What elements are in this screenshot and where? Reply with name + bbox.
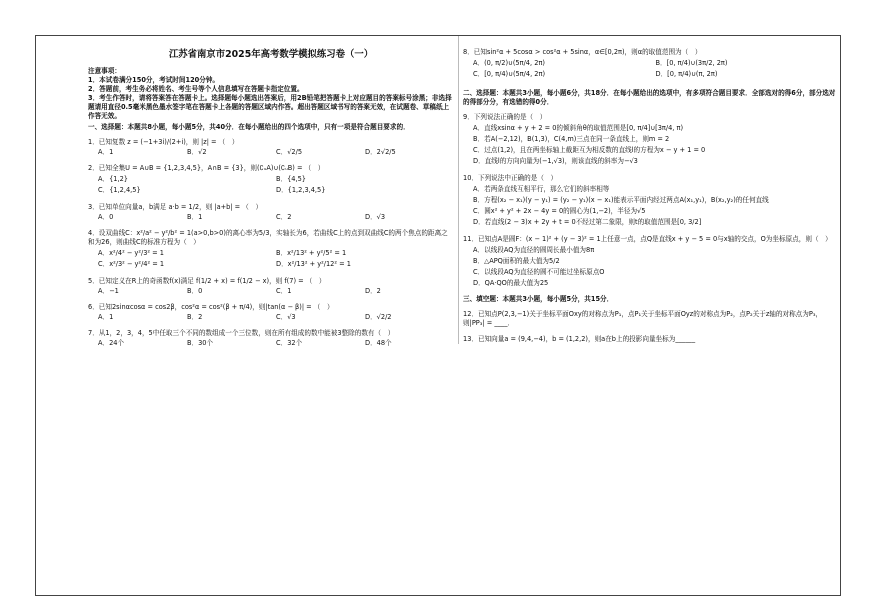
- options: [473, 245, 838, 289]
- question-stem: 5．已知定义在R上的奇函数f(x)满足 f(1/2 + x) = f(1/2 − x)，则 f(7) = （ ）: [88, 277, 326, 285]
- option-a: A．1: [98, 313, 114, 321]
- question-2: [88, 164, 454, 196]
- options: [98, 174, 454, 196]
- question-stem: 4．设双曲线C：x²/a² − y²/b² = 1(a>0,b>0)的离心率为5/3，实轴长为6，若曲线C上的点到双曲线C的两个焦点的距离之和为26，则曲线C的标准方程为（ ）: [88, 229, 448, 246]
- option-d: D．48个: [365, 339, 392, 347]
- option-b: B．2: [187, 313, 203, 321]
- option-b: B．方程(x₂ − x₁)(y − y₁) = (y₂ − y₁)(x − x₁)能表示平面内经过两点A(x₁,y₁)，B(x₂,y₂)的任何直线: [473, 196, 769, 204]
- option-d: D．直线l的方向向量为(−1,√3)，则该直线的斜率为−√3: [473, 157, 638, 165]
- options: [98, 313, 454, 322]
- question-4: [88, 229, 454, 270]
- option-b: B．30个: [187, 339, 214, 347]
- question-1: [88, 138, 454, 157]
- question-12: 12．已知点P(2,3,−1)关于坐标平面Oxy的对称点为P₁，点P₁关于坐标平面Oyz的对称点为P₂，点P₂关于z轴的对称点为P₃，则|PP₃| = ____．: [463, 310, 823, 327]
- option-d: D．√3: [365, 213, 386, 221]
- options: [473, 123, 838, 167]
- options: [473, 184, 838, 228]
- option-c: C．1: [276, 287, 292, 295]
- option-a: A．{1,2}: [98, 175, 128, 183]
- options: [98, 339, 454, 348]
- question-6: [88, 303, 454, 322]
- option-a: A．x²/4² − y²/3² = 1: [98, 249, 164, 257]
- option-d: D．2: [365, 287, 381, 295]
- option-c: C．[0, π/4)∪(5π/4, 2π): [473, 70, 546, 78]
- notice-item-2: 2．答题前，考生务必将姓名、考生号等个人信息填写在答题卡指定位置。: [88, 85, 304, 93]
- option-d: D．若直线(2 − 3)x + 2y + t = 0不经过第二象限，则t的取值范围是[0, 3/2]: [473, 218, 702, 226]
- option-c: C．以线段AQ为直径的圆不可能过坐标原点O: [473, 268, 605, 276]
- option-d: D．x²/13² + y²/12² = 1: [276, 260, 351, 268]
- question-3: [88, 203, 454, 222]
- question-stem: 10．下列说法中正确的是（ ）: [463, 174, 558, 182]
- option-a: A．24个: [98, 339, 125, 347]
- question-9: [463, 113, 838, 167]
- option-a: A．−1: [98, 287, 119, 295]
- option-c: C．圆x² + y² + 2x − 4y = 0的圆心为(1,−2)，半径为√5: [473, 207, 646, 215]
- notice-block: [88, 67, 454, 121]
- option-a: A．0: [98, 213, 114, 221]
- option-d: D．[0, π/4)∪(π, 2π): [655, 70, 718, 78]
- options: [98, 148, 454, 157]
- exam-page: [35, 35, 841, 596]
- notice-item-1: 1．本试卷满分150分，考试时间120分钟。: [88, 76, 220, 84]
- option-c: C．过点(1,2)，且在两坐标轴上截距互为相反数的直线l的方程为x − y + 1 = 0: [473, 146, 706, 154]
- question-stem: 7．从1，2，3，4，5中任取三个不同的数组成一个三位数，则在所有组成的数中能被3整除的数有（ ）: [88, 329, 395, 337]
- question-10: [463, 174, 838, 228]
- section-2-heading: 二、选择题：本题共3小题，每小题6分，共18分．在每小题给出的选项中，有多项符合题目要求．全部选对的得6分，部分选对的得部分分，有选错的得0分．: [463, 89, 836, 106]
- left-column: [88, 36, 454, 348]
- question-stem: 9．下列说法正确的是（ ）: [463, 113, 547, 121]
- option-a: A．以线段AQ为直径的圆周长最小值为8π: [473, 246, 595, 254]
- option-b: B．0: [187, 287, 203, 295]
- page-title: 江苏省南京市2025年高考数学模拟练习卷（一）: [168, 49, 374, 60]
- options: [98, 248, 454, 270]
- option-d: D．QA·QO的最大值为25: [473, 279, 549, 287]
- option-c: C．{1,2,4,5}: [98, 186, 141, 194]
- option-c: C．32个: [276, 339, 303, 347]
- option-d: D．2√2/5: [365, 148, 396, 156]
- notice-heading: 注意事项：: [88, 67, 121, 75]
- option-c: C．√2/5: [276, 148, 303, 156]
- option-a: A．1: [98, 148, 114, 156]
- notice-item-3: 3．考生作答时，请将答案答在答题卡上。选择题每小题选出答案后，用2B铅笔把答题卡上对应题目的答案标号涂黑；非选择题请用直径0.5毫米黑色墨水签字笔在答题卡上各题的答题区域内作答。超出答题区域书写的答案无效，在试题卷、草稿纸上作答无效。: [88, 94, 452, 120]
- option-b: B．△APQ面积的最大值为5/2: [473, 257, 560, 265]
- question-8: [463, 48, 838, 80]
- option-a: A．(0, π/2)∪(5π/4, 2π): [473, 59, 545, 67]
- options: [98, 287, 454, 296]
- question-stem: 2．已知全集U = A∪B = {1,2,3,4,5}，A∩B = {3}，则(∁ᵤA)∪(∁ᵤB) = （ ）: [88, 164, 325, 172]
- question-5: [88, 277, 454, 296]
- option-b: B．x²/13² + y²/5² = 1: [276, 249, 347, 257]
- question-stem: 11．已知点A是圆F：(x − 1)² + (y − 3)² = 1上任意一点，点Q是直线x + y − 5 = 0与x轴的交点，O为坐标原点，则（ ）: [463, 235, 832, 243]
- option-d: D．{1,2,3,4,5}: [276, 186, 326, 194]
- options: [98, 213, 454, 222]
- option-c: C．2: [276, 213, 292, 221]
- option-b: B．1: [187, 213, 203, 221]
- question-stem: 1．已知复数 z = (−1+3i)/(2+i)，则 |z| = （ ）: [88, 138, 239, 146]
- option-b: B．[0, π/4)∪(3π/2, 2π): [655, 59, 728, 67]
- right-column: [458, 36, 838, 344]
- option-b: B．{4,5}: [276, 175, 306, 183]
- section-1-heading: 一、选择题：本题共8小题，每小题5分，共40分．在每小题给出的四个选项中，只有一项是符合题目要求的．: [88, 123, 410, 131]
- question-stem: 8．已知sin²α + 5cosα > cos²α + 5sinα，α∈[0,2π)，则α的取值范围为（ ）: [463, 48, 702, 56]
- option-c: C．x²/3² − y²/4² = 1: [98, 260, 165, 268]
- option-a: A．直线xsinα + y + 2 = 0的倾斜角θ的取值范围是[0, π/4]∪[3π/4, π): [473, 124, 684, 132]
- option-a: A．若两条直线互相平行，那么它们的斜率相等: [473, 185, 610, 193]
- question-stem: 3．已知单位向量a，b满足 a·b = 1/2，则 |a+b| = （ ）: [88, 203, 263, 211]
- question-stem: 6．已知2sinαcosα = cos2β，cos²α = cos²(β + π/4)，则|tan(α − β)| = （ ）: [88, 303, 334, 311]
- option-c: C．√3: [276, 313, 296, 321]
- options: [473, 58, 838, 80]
- option-d: D．√2/2: [365, 313, 392, 321]
- section-3-heading: 三、填空题：本题共3小题，每小题5分，共15分．: [463, 295, 614, 303]
- question-11: [463, 235, 838, 289]
- option-b: B．√2: [187, 148, 207, 156]
- option-b: B．若A(−2,12)，B(1,3)，C(4,m)三点在同一条直线上，则m = 2: [473, 135, 670, 143]
- question-7: [88, 329, 454, 348]
- question-13: 13．已知向量a = (9,4,−4)，b = (1,2,2)，则a在b上的投影向量坐标为______: [463, 335, 696, 343]
